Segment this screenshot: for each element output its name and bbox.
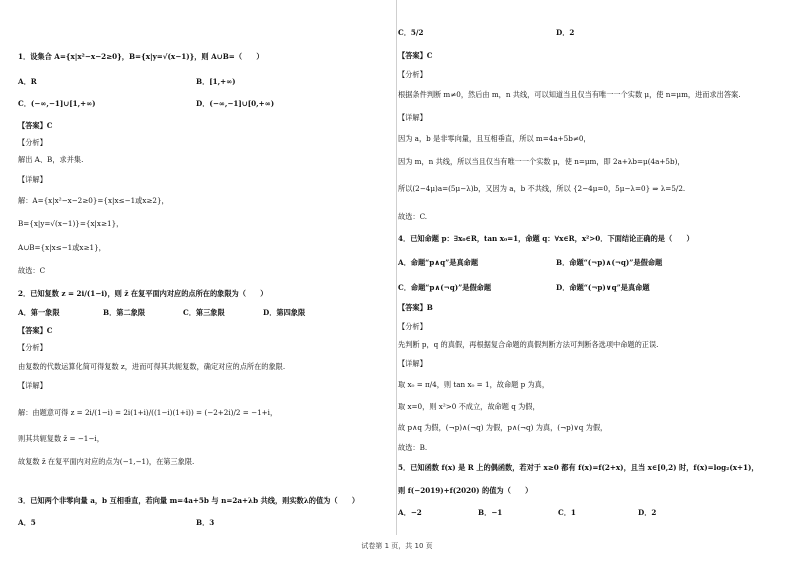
q2-analysis: 由复数的代数运算化简可得复数 z，进而可得其共轭复数，确定对应的点所在的象限. [18,362,286,371]
q4-analysis-heading: 【分析】 [398,322,427,331]
q3-detail-heading: 【详解】 [398,113,427,122]
left-column [18,0,398,540]
q1-option-b: B．[1,+∞) [196,77,236,86]
q3-detail-2: 因为 m，n 共线，所以当且仅当有唯一一个实数 μ，使 n=μm，即 2a+λb=μ(4a+5b)， [398,157,685,166]
q4-option-b: B．命题“(¬p)∧(¬q)”是假命题 [556,258,663,267]
q4-detail-heading: 【详解】 [398,359,427,368]
q3-option-d: D．2 [556,28,575,37]
q2-detail-3: 故复数 z̄ 在复平面内对应的点为(−1,−1)，在第三象限. [18,457,195,466]
q2-analysis-heading: 【分析】 [18,343,47,352]
q1-stem: 1．设集合 A={x|x²−x−2≥0}，B={x|y=√(x−1)}，则 A∪B=（ ） [18,52,264,61]
q5-option-a: A．−2 [398,508,422,517]
q3-option-b: B．3 [196,518,215,527]
q1-answer: 【答案】C [18,121,53,130]
right-column [398,0,778,540]
q3-analysis: 根据条件判断 m≠0，然后由 m，n 共线，可以知道当且仅当有唯一一个实数 μ，使 n=μm，进而求出答案. [398,90,741,99]
q4-answer: 【答案】B [398,303,433,312]
q2-option-a: A．第一象限 [18,308,60,317]
q3-answer: 【答案】C [398,51,433,60]
q1-option-c: C．(−∞,−1]∪[1,+∞) [18,99,96,108]
q5-option-c: C．1 [558,508,576,517]
q3-conclusion: 故选：C. [398,212,428,221]
q3-detail-1: 因为 a，b 是非零向量，且互相垂直，所以 m=4a+5b≠0， [398,134,591,143]
q3-detail-3: 所以(2−4μ)a=(5μ−λ)b，又因为 a，b 不共线，所以 {2−4μ=0，5μ−λ=0} ⇒ λ=5/2. [398,184,686,193]
q5-option-b: B．−1 [478,508,503,517]
q4-stem: 4．已知命题 p：∃x₀∈R，tan x₀=1，命题 q：∀x∈R，x²>0．下面结论正确的是（ ） [398,234,694,243]
q4-conclusion: 故选：B. [398,443,428,452]
q2-detail-2: 则其共轭复数 z̄ = −1−i， [18,434,104,443]
q1-analysis-heading: 【分析】 [18,138,47,147]
q1-detail-3: A∪B={x|x≤−1或x≥1}， [18,243,106,252]
q1-option-a: A．R [18,77,37,86]
q1-analysis: 解出 A、B，求并集. [18,155,84,164]
q2-detail-1: 解：由题意可得 z = 2i/(1−i) = 2i(1+i)/((1−i)(1+i)) = (−2+2i)/2 = −1+i， [18,408,278,417]
q2-option-d: D．第四象限 [263,308,306,317]
q5-stem: 5．已知函数 f(x) 是 R 上的偶函数，若对于 x≥0 都有 f(x)=f(2+x)，且当 x∈[0,2) 时，f(x)=log₂(x+1)， [398,463,759,472]
q4-option-c: C．命题“p∧(¬q)”是假命题 [398,283,492,292]
q2-option-b: B．第二象限 [103,308,146,317]
q1-detail-1: 解：A={x|x²−x−2≥0}={x|x≤−1或x≥2}， [18,196,169,205]
q4-detail-3: 故 p∧q 为假，(¬p)∧(¬q) 为假，p∧(¬q) 为真，(¬p)∨q 为假， [398,423,608,432]
q1-detail-2: B={x|y=√(x−1)}={x|x≥1}， [18,219,124,228]
q4-option-a: A．命题“p∧q”是真命题 [398,258,479,267]
q3-option-a: A．5 [18,518,36,527]
q5-stem-2: 则 f(−2019)+f(2020) 的值为（ ） [398,486,533,495]
q4-detail-2: 取 x=0，则 x²>0 不成立，故命题 q 为假， [398,402,540,411]
q4-detail-1: 取 x₀ = π/4，则 tan x₀ = 1，故命题 p 为真， [398,380,550,389]
q2-answer: 【答案】C [18,326,53,335]
q1-option-d: D．(−∞,−1]∪[0,+∞) [196,99,275,108]
q2-detail-heading: 【详解】 [18,381,47,390]
q3-analysis-heading: 【分析】 [398,70,427,79]
q5-option-d: D．2 [638,508,657,517]
page-footer: 试卷第 1 页，共 10 页 [361,542,433,550]
q1-detail-heading: 【详解】 [18,175,47,184]
q4-analysis: 先判断 p，q 的真假，再根据复合命题的真假判断方法可判断各选项中命题的正误. [398,340,659,349]
q3-option-c: C．5/2 [398,28,424,37]
q2-stem: 2．已知复数 z = 2i/(1−i)，则 z̄ 在复平面内对应的点所在的象限为（ ） [18,289,268,298]
q1-conclusion: 故选：C [18,266,46,275]
q3-stem: 3．已知两个非零向量 a，b 互相垂直，若向量 m=4a+5b 与 n=2a+λb 共线，则实数λ的值为（ ） [18,496,360,505]
q4-option-d: D．命题“(¬p)∨q”是真命题 [556,283,650,292]
q2-option-c: C．第三象限 [183,308,225,317]
